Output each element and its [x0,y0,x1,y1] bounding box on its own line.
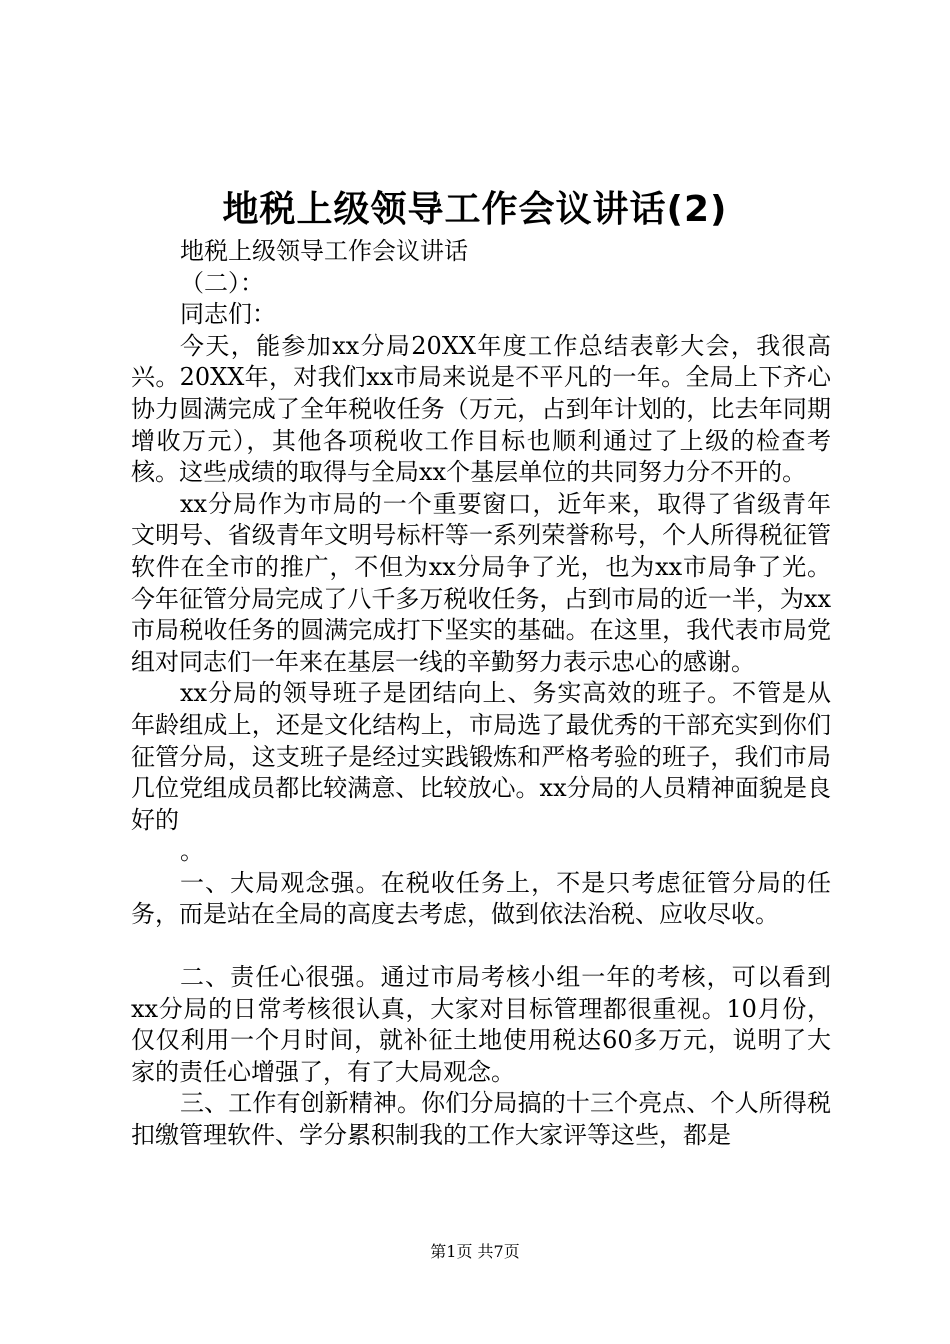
paragraph-point-one: 一、大局观念强。在税收任务上，不是只考虑征管分局的任务，而是站在全局的高度去考虑，做到依法治税、应收尽收。 [131,868,831,929]
document-title: 地税上级领导工作会议讲话(2) [222,189,728,230]
paragraph-point-three: 三、工作有创新精神。你们分局搞的十三个亮点、个人所得税扣缴管理软件、学分累积制我的工作大家评等这些，都是 [131,1089,831,1150]
salutation: 同志们： [180,300,276,329]
subtitle-line: 地税上级领导工作会议讲话 [180,237,468,265]
paragraph-period: 。 [180,837,204,866]
paragraph-point-two: 二、责任心很强。通过市局考核小组一年的考核，可以看到xx分局的日常考核很认真，大家对目标管理都很重视。10月份，仅仅利用一个月时间，就补征土地使用税达60多万元，说明了大家的责任心增强了，有了大局观念。 [131,963,831,1086]
paragraph-opening: 今天，能参加xx分局20XX年度工作总结表彰大会，我很高兴。20XX年，对我们xx市局来说是不平凡的一年。全局上下齐心协力圆满完成了全年税收任务（万元，占到年计划的，比去年同期增收万元），其他各项税收工作目标也顺利通过了上级的检查考核。这些成绩的取得与全局xx个基层单位的共同努力分不开的。 [131,331,831,487]
paragraph-leadership: xx分局的领导班子是团结向上、务实高效的班子。不管是从年龄组成上，还是文化结构上，市局选了最优秀的干部充实到你们征管分局，这支班子是经过实践锻炼和严格考验的班子，我们市局几位党组成员都比较满意、比较放心。xx分局的人员精神面貌是良好的 [131,679,831,834]
document-body [131,236,831,1152]
subtitle-number-line: （二）： [180,268,264,297]
paragraph-spacer [131,931,831,962]
page-number-footer: 第1页 共7页 [430,1242,520,1261]
paragraph-honors: xx分局作为市局的一个重要窗口，近年来，取得了省级青年文明号、省级青年文明号标杆等一系列荣誉称号，个人所得税征管软件在全市的推广，不但为xx分局争了光，也为xx市局争了光。今年征管分局完成了八千多万税收任务，占到市局的近一半，为xx市局税收任务的圆满完成打下坚实的基础。在这里，我代表市局党组对同志们一年来在基层一线的辛勤努力表示忠心的感谢。 [131,489,831,676]
